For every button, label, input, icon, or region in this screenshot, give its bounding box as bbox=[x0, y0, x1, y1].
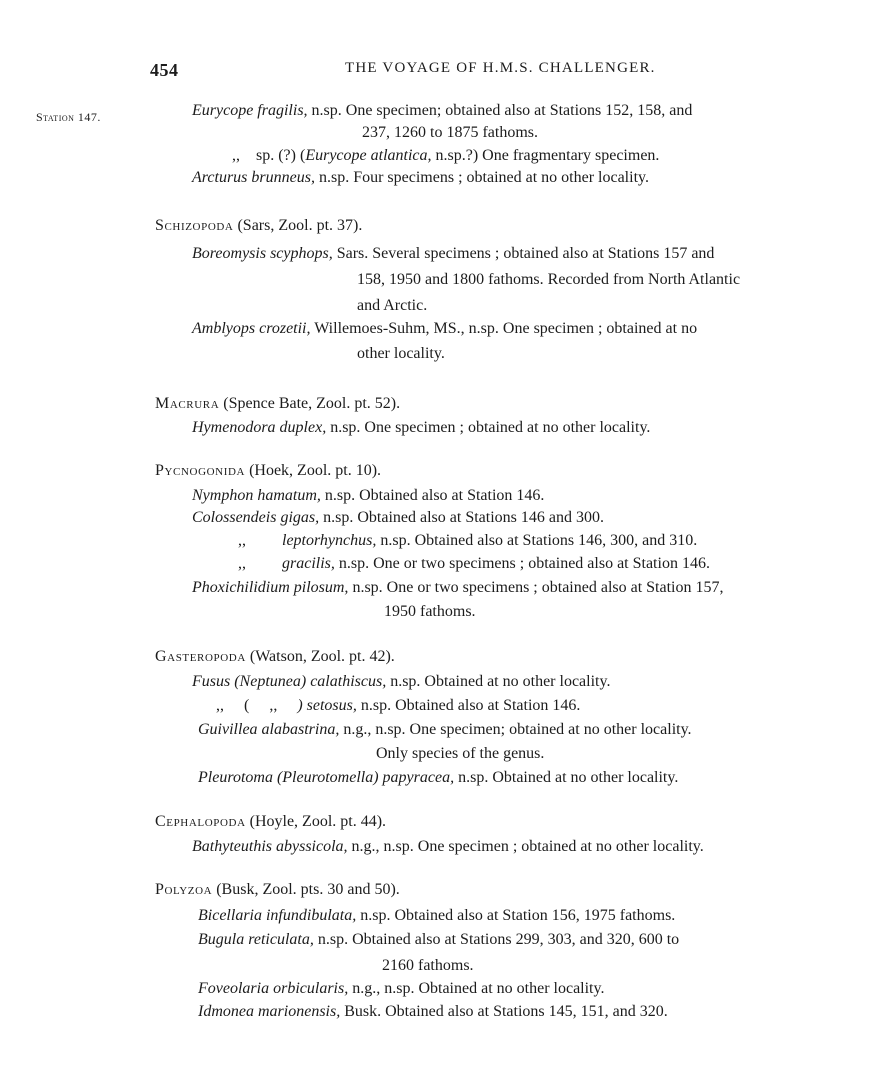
entry-idmonea-marionensis bbox=[198, 1002, 668, 1022]
entry-text: n.sp. Obtained also at Station 156, 1975 fathoms. bbox=[356, 907, 676, 924]
paren-open: ( bbox=[244, 697, 250, 714]
entry-continuation: 158, 1950 and 1800 fathoms. Recorded from North Atlantic bbox=[357, 271, 741, 288]
entry-continuation: Only species of the genus. bbox=[376, 745, 545, 762]
entry-colossendeis-gracilis bbox=[238, 554, 710, 574]
entry-boreomysis-scyphops bbox=[192, 244, 714, 264]
group-heading-gasteropoda bbox=[155, 647, 395, 667]
species-name: Guivillea alabastrina, bbox=[198, 721, 340, 738]
entry-colossendeis-leptorhynchus bbox=[238, 531, 697, 551]
species-name: Amblyops crozetii, bbox=[192, 320, 311, 337]
entry-text: n.sp. Obtained also at Stations 146, 300, and 310. bbox=[376, 532, 698, 549]
entry-text: n.sp. One or two specimens ; obtained also at Station 157, bbox=[348, 579, 724, 596]
entry-eurycope-sp bbox=[232, 146, 659, 166]
page-number: 454 bbox=[150, 60, 179, 80]
entry-bathyteuthis-abyssicola bbox=[192, 837, 704, 857]
group-name: Macrura bbox=[155, 395, 220, 412]
station-label: Station 147. bbox=[36, 110, 101, 124]
species-name: Arcturus brunneus, bbox=[192, 169, 315, 186]
entry-text: n.sp. One specimen; obtained also at Stations 152, 158, and bbox=[307, 102, 693, 119]
ditto-mark: ,, bbox=[232, 147, 240, 164]
species-name: Fusus (Neptunea) calathiscus, bbox=[192, 673, 387, 690]
entry-pleurotoma-papyracea bbox=[198, 768, 678, 788]
entry-text: n.g., n.sp. Obtained at no other locality. bbox=[348, 980, 605, 997]
entry-text: n.sp. Four specimens ; obtained at no other locality. bbox=[314, 169, 649, 186]
species-name: Eurycope atlantica, bbox=[305, 147, 432, 164]
species-name: Pleurotoma (Pleurotomella) papyracea, bbox=[198, 769, 455, 786]
entry-continuation: and Arctic. bbox=[357, 297, 428, 314]
entry-bugula-reticulata bbox=[198, 930, 679, 950]
entry-guivillea-alabastrina bbox=[198, 720, 692, 740]
species-name: Colossendeis gigas, bbox=[192, 509, 320, 526]
group-reference: (Watson, Zool. pt. 42). bbox=[245, 648, 395, 665]
ditto-mark: ,, bbox=[238, 532, 246, 549]
entry-text: n.sp.?) One fragmentary specimen. bbox=[431, 147, 660, 164]
species-name: gracilis, bbox=[282, 555, 335, 572]
group-heading-polyzoa bbox=[155, 880, 400, 900]
entry-fusus-calathiscus bbox=[192, 672, 610, 692]
species-name: Idmonea marionensis, bbox=[198, 1003, 341, 1020]
group-reference: (Sars, Zool. pt. 37). bbox=[233, 217, 363, 234]
group-reference: (Hoyle, Zool. pt. 44). bbox=[245, 813, 387, 830]
entry-text: n.sp. One specimen ; obtained at no other locality. bbox=[326, 419, 651, 436]
entry-continuation: 237, 1260 to 1875 fathoms. bbox=[362, 124, 538, 141]
entry-text: n.sp. Obtained also at Stations 146 and 300. bbox=[319, 509, 604, 526]
entry-text: n.sp. Obtained at no other locality. bbox=[454, 769, 679, 786]
entry-continuation: 2160 fathoms. bbox=[382, 957, 474, 974]
group-reference: (Hoek, Zool. pt. 10). bbox=[245, 462, 382, 479]
group-heading-schizopoda bbox=[155, 216, 362, 236]
ditto-mark: ,, bbox=[269, 697, 278, 714]
species-name: Eurycope fragilis, bbox=[192, 102, 308, 119]
entry-continuation: 1950 fathoms. bbox=[384, 603, 476, 620]
group-name: Polyzoa bbox=[155, 881, 213, 898]
group-heading-cephalopoda bbox=[155, 812, 386, 832]
species-name: Boreomysis scyphops, bbox=[192, 245, 333, 262]
species-name: ) setosus, bbox=[297, 697, 357, 714]
species-name: Foveolaria orbicularis, bbox=[198, 980, 349, 997]
entry-text: n.sp. Obtained also at Stations 299, 303, and 320, 600 to bbox=[313, 931, 680, 948]
species-name: Bicellaria infundibulata, bbox=[198, 907, 357, 924]
group-name: Schizopoda bbox=[155, 217, 234, 234]
entry-phoxichilidium-pilosum bbox=[192, 578, 724, 598]
species-name: leptorhynchus, bbox=[282, 532, 377, 549]
entry-continuation: other locality. bbox=[357, 345, 445, 362]
entry-hymenodora-duplex bbox=[192, 418, 650, 438]
species-name: Bathyteuthis abyssicola, bbox=[192, 838, 348, 855]
species-name: Hymenodora duplex, bbox=[192, 419, 327, 436]
entry-text: n.g., n.sp. One specimen ; obtained at no other locality. bbox=[347, 838, 704, 855]
group-name: Cephalopoda bbox=[155, 813, 246, 830]
running-title: THE VOYAGE OF H.M.S. CHALLENGER. bbox=[345, 60, 656, 76]
entry-text: sp. (?) ( bbox=[256, 147, 306, 164]
group-reference: (Spence Bate, Zool. pt. 52). bbox=[219, 395, 401, 412]
entry-eurycope-fragilis bbox=[192, 101, 692, 121]
entry-foveolaria-orbicularis bbox=[198, 979, 604, 999]
entry-text: n.sp. Obtained also at Station 146. bbox=[356, 697, 581, 714]
species-name: Phoxichilidium pilosum, bbox=[192, 579, 349, 596]
ditto-mark: ,, bbox=[216, 697, 224, 714]
group-heading-macrura bbox=[155, 394, 400, 414]
species-name: Nymphon hamatum, bbox=[192, 487, 321, 504]
group-heading-pycnogonida bbox=[155, 461, 381, 481]
entry-text: Sars. Several specimens ; obtained also at Stations 157 and bbox=[332, 245, 715, 262]
entry-text: n.g., n.sp. One specimen; obtained at no other locality. bbox=[339, 721, 692, 738]
entry-text: n.sp. Obtained also at Station 146. bbox=[320, 487, 545, 504]
entry-text: Busk. Obtained also at Stations 145, 151, and 320. bbox=[340, 1003, 668, 1020]
entry-text: n.sp. Obtained at no other locality. bbox=[386, 673, 611, 690]
ditto-mark: ,, bbox=[238, 555, 246, 572]
entry-nymphon-hamatum bbox=[192, 486, 544, 506]
species-name: Bugula reticulata, bbox=[198, 931, 314, 948]
group-name: Pycnogonida bbox=[155, 462, 246, 479]
entry-text: Willemoes-Suhm, MS., n.sp. One specimen ; obtained at no bbox=[310, 320, 698, 337]
entry-amblyops-crozetii bbox=[192, 319, 697, 339]
entry-text: n.sp. One or two specimens ; obtained also at Station 146. bbox=[334, 555, 710, 572]
entry-colossendeis-gigas bbox=[192, 508, 604, 528]
group-reference: (Busk, Zool. pts. 30 and 50). bbox=[212, 881, 400, 898]
group-name: Gasteropoda bbox=[155, 648, 246, 665]
entry-arcturus-brunneus bbox=[192, 168, 649, 188]
entry-fusus-setosus bbox=[216, 696, 580, 716]
entry-bicellaria-infundibulata bbox=[198, 906, 675, 926]
